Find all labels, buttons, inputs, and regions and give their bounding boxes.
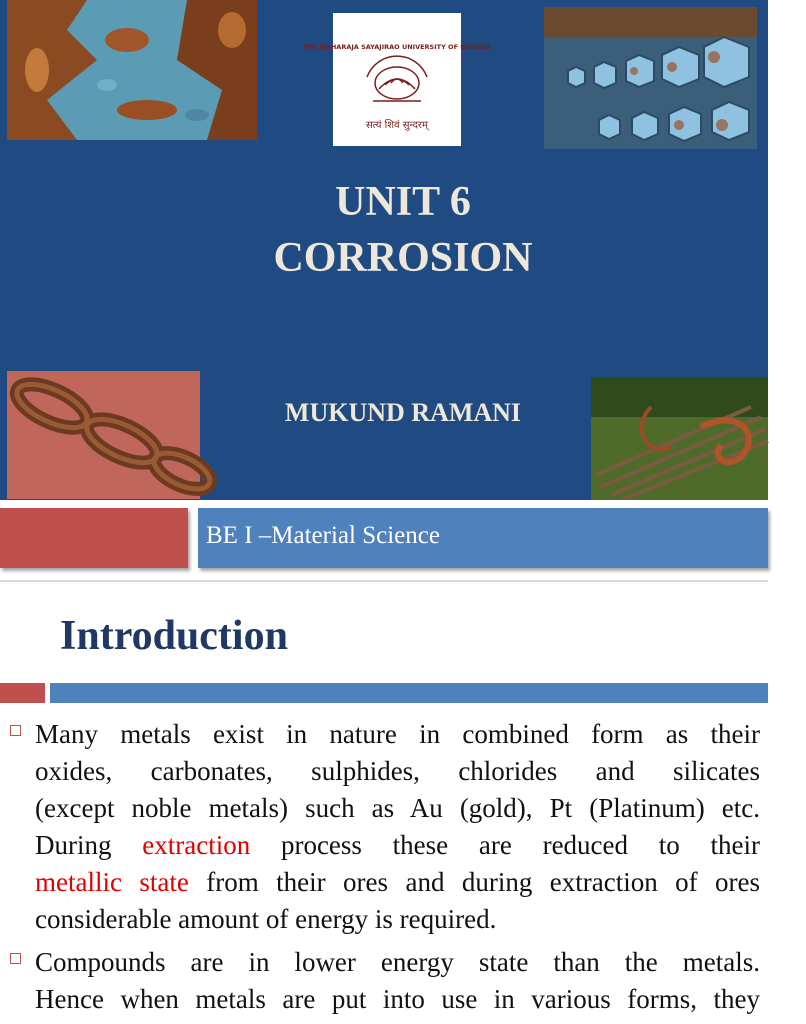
slide-divider: [0, 580, 768, 582]
author-name: MUKUND RAMANI: [284, 398, 522, 427]
logo-arc-text: THE MAHARAJA SAYAJIRAO UNIVERSITY OF BARODA: [302, 43, 492, 51]
text-run: from their ores and during extraction of ores: [188, 867, 761, 897]
bullet-line: [35, 944, 760, 981]
course-name: BE I –Material Science: [206, 522, 440, 549]
highlighted-term: extraction: [142, 830, 251, 860]
university-logo: [302, 13, 492, 146]
title-slide: [0, 0, 768, 500]
square-bullet-icon: [10, 953, 21, 964]
rusted-chain-photo: [7, 371, 200, 499]
text-run: oxides, carbonates, sulphides, chlorides and silicates: [35, 756, 760, 786]
text-run: Many metals exist in nature in combined form as their: [35, 719, 760, 749]
bullet-line: [35, 981, 760, 1018]
slide-title-topic: CORROSION: [273, 235, 533, 281]
bullet-list: [0, 716, 768, 1024]
highlighted-term: metallic state: [35, 867, 189, 897]
text-run: considerable amount of energy is required.: [35, 904, 497, 934]
text-run: Hence when metals are put into use in various forms, they: [35, 984, 760, 1014]
section-heading: Introduction: [60, 613, 288, 659]
square-bullet-icon: [10, 725, 21, 736]
bullet-item: [0, 716, 768, 938]
bullet-line: [35, 753, 760, 790]
heading-rule-blue: [50, 683, 768, 703]
heading-rule-red: [0, 683, 45, 703]
rusted-bench-photo: [591, 377, 768, 500]
bullet-item: [0, 944, 768, 1018]
course-band: [0, 500, 768, 580]
logo-motto: सत्यं शिवं सुन्दरम्: [366, 120, 428, 131]
accent-bar-red: [0, 508, 188, 568]
bullet-line: [35, 790, 760, 827]
text-run: Compounds are in lower energy state than the metals.: [35, 947, 760, 977]
slide-title-unit: UNIT 6: [335, 179, 471, 225]
text-run: (except noble metals) such as Au (gold), Pt (Platinum) etc.: [35, 793, 760, 823]
bullet-line: [35, 901, 760, 938]
bullet-line: [35, 716, 760, 753]
text-run: process these are reduced to their: [250, 830, 760, 860]
bullet-line: [35, 864, 760, 901]
text-run: During: [35, 830, 143, 860]
rusted-wall-photo: [7, 0, 257, 140]
rusted-bolts-photo: [544, 7, 757, 149]
bullet-line: [35, 827, 760, 864]
